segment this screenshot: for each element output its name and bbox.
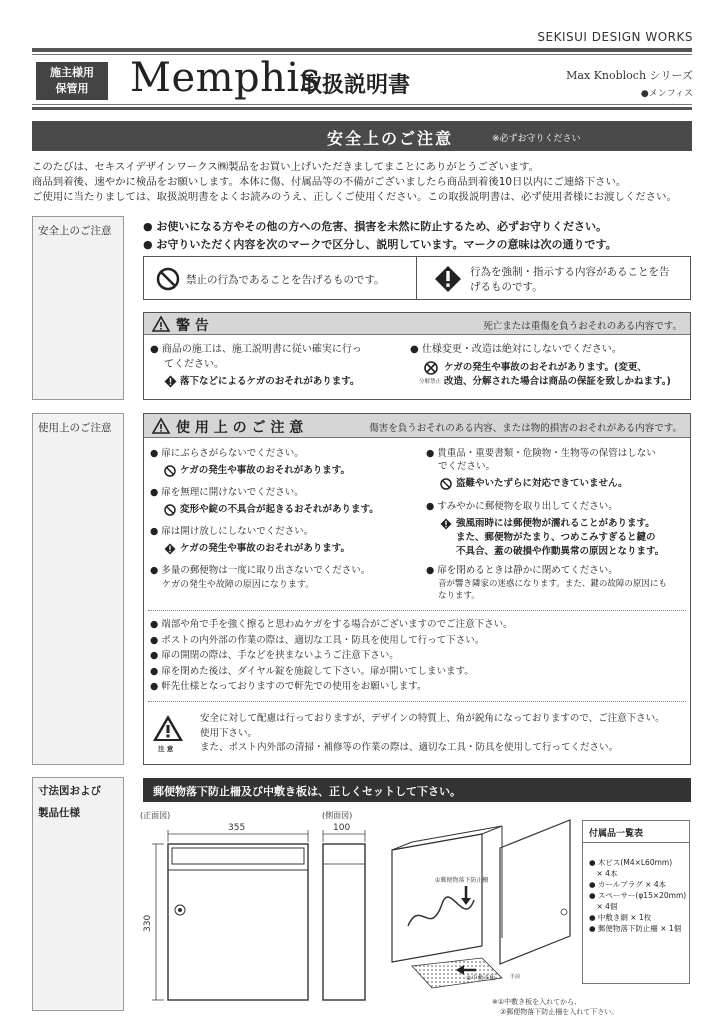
warning-right-2: ケガの発生や事故のおそれがあります。(変更、 xyxy=(444,362,647,373)
intro-line: ご使用に当たりましては、取扱説明書をよくお読みのうえ、正しくご使用ください。この取扱説明書は、必ず使用者様にお渡しください。 xyxy=(32,191,677,203)
side-view-body xyxy=(323,844,365,1000)
depth-value: 100 xyxy=(333,823,351,833)
mandatory-text-2: げるものです。 xyxy=(470,281,543,293)
spec-label-1: 寸法図および xyxy=(38,785,101,797)
caution-left-1a: ● 扉にぶらさがらないでください。 xyxy=(150,448,304,459)
mandatory-small-icon xyxy=(440,518,452,530)
prohibit-icon xyxy=(156,267,180,291)
caution-right-3c: なります。 xyxy=(438,591,480,601)
iso-floor-plate xyxy=(412,958,502,988)
product-kana: ●メンフィス xyxy=(640,89,693,99)
no-disassembly-label: 分解禁止 xyxy=(419,379,442,385)
spec-label-2: 製品仕様 xyxy=(38,807,80,819)
accessory-item: ● 中敷き網 × 1枚 xyxy=(589,913,652,922)
caution-notes xyxy=(150,617,513,695)
warning-desc: 死亡または重傷を負うおそれのある内容です。 xyxy=(483,321,682,332)
caution-right-2c: また、郵便物がたまり、つめこみすぎると鍵の xyxy=(456,532,656,543)
caution-right-1b: でください。 xyxy=(438,461,496,472)
caution-note: ● ポストの内外部の作業の際は、適切な工具・防具を使用して行って下さい。 xyxy=(150,634,485,646)
warning-left-3: 落下などによるケガのおそれがあります。 xyxy=(180,376,360,387)
attention-line: また、ポスト内外部の清掃・補修等の作業の際は、適切な工具・防具を使用して行ってください。 xyxy=(200,742,619,753)
caution-right-2d: 不具合、蓋の破損や作動異常の原因となります。 xyxy=(456,546,665,557)
accessory-item: ● スペーサー(φ15×20mm) xyxy=(589,891,687,900)
no-disassembly-icon xyxy=(424,361,438,375)
mandatory-small-icon xyxy=(164,375,177,388)
caution-left-2b: 変形や錠の不具合が起きるおそれがあります。 xyxy=(180,504,379,515)
caution-right-3a: ● 扉を閉めるときは静かに閉めてください。 xyxy=(426,565,618,576)
prohibit-text: 禁止の行為であることを告げるものです。 xyxy=(186,274,385,286)
caution-left-3b: ケガの発生や事故のおそれがあります。 xyxy=(180,543,351,554)
brand-name: SEKISUI DESIGN WORKS xyxy=(537,30,693,44)
warning-triangle-icon xyxy=(152,316,170,332)
mandatory-text-1: 行為を強制・指示する内容があることを告 xyxy=(470,266,670,278)
caution-left-2a: ● 扉を無理に開けないでください。 xyxy=(150,487,304,498)
accessories-table xyxy=(582,820,690,984)
safety-bar xyxy=(32,121,692,151)
arrow-down-head xyxy=(461,898,471,905)
header-bottom-rule-thick xyxy=(32,107,692,110)
attention-label: 注 意 xyxy=(158,745,174,753)
header-rule xyxy=(32,48,692,52)
caution-box xyxy=(143,413,691,765)
intro-line: 商品到着後、速やかに検品をお願いします。本体に傷、付属品等の不備がございましたら商品到着後10日以内にご連絡下さい。 xyxy=(32,176,627,188)
front-view-slot xyxy=(172,848,304,864)
warning-title: 警 告 xyxy=(176,318,209,334)
warning-right-3: 改造、分解された場合は商品の保証を致しかねます。) xyxy=(444,376,671,387)
accessory-item: × 4本 xyxy=(589,869,618,878)
prohibit-small-icon xyxy=(164,465,176,477)
iso-dial-icon xyxy=(561,909,567,915)
caution-note: ● 扉の開閉の際は、手などを挟まないようご注意下さい。 xyxy=(150,650,399,662)
owner-badge-line2: 保管用 xyxy=(55,82,89,95)
safety-line2: ● お守りいただく内容を次のマークで区分し、説明しています。マークの意味は次の通りです。 xyxy=(143,238,617,251)
caution-right-2b: 強風雨時には郵便物が濡れることがあります。 xyxy=(456,518,655,529)
callout-rail: ①郵便物落下防止柵 xyxy=(435,877,489,884)
accessories-list xyxy=(583,843,689,934)
caution-left-4a: ● 多量の郵便物は一度に取り出さないでください。 xyxy=(150,565,371,576)
caution-side-label: 使用上のご注意 xyxy=(32,413,124,765)
caution-right-1c: 盗難やいたずらに対応できていません。 xyxy=(456,478,628,489)
footnote-2: ②郵便物落下防止柵を入れて下さい。 xyxy=(500,1008,619,1016)
accessory-item: × 4個 xyxy=(589,902,618,911)
intro-text xyxy=(32,160,702,205)
header-bottom-rule xyxy=(32,104,692,105)
attention-icon xyxy=(152,714,184,742)
manual-title: 取扱説明書 xyxy=(300,73,411,98)
safety-bar-title: 安全上のご注意 xyxy=(327,129,454,148)
iso-body-top xyxy=(392,826,502,850)
caution-desc: 傷害を負うおそれのある内容、または物的損害のおそれがある内容です。 xyxy=(369,423,682,434)
caution-right-3b: 音が響き隣家の迷惑になります。また、鍵の故障の原因にも xyxy=(438,579,667,589)
caution-note: ● 端部や角で手を強く擦ると思わぬケガをする場合がございますのでご注意下さい。 xyxy=(150,619,513,630)
caution-note: ● 扉を閉めた後は、ダイヤル錠を施錠して下さい。扉が開いてしまいます。 xyxy=(150,665,474,677)
warning-left-1: ● 商品の施工は、施工説明書に従い確実に行っ xyxy=(150,344,362,355)
mandatory-small-icon xyxy=(164,543,176,555)
prohibit-small-icon xyxy=(164,504,176,516)
accessory-item: ● カールプラグ × 4本 xyxy=(589,880,667,889)
dial-lock-center xyxy=(178,908,182,912)
callout-plate: ②中敷き板 xyxy=(466,975,496,982)
iso-open-door xyxy=(500,820,570,964)
caution-right-1a: ● 貴重品・重要書類・危険物・生物等の保管はしない xyxy=(426,448,656,459)
caution-header xyxy=(144,414,690,438)
caution-left-3a: ● 扉は開け放しにしないでください。 xyxy=(150,526,314,537)
warning-right-1: ● 仕様変更・改造は絶対にしないでください。 xyxy=(410,344,622,355)
owner-badge-line1: 施主様用 xyxy=(50,66,94,79)
caution-triangle-icon xyxy=(152,418,170,434)
spec-side-label xyxy=(32,777,124,1011)
mandatory-icon xyxy=(434,265,462,293)
intro-line: このたびは、セキスイデザインワークス㈱製品をお買い上げいただきましてまことにありがとうございます。 xyxy=(32,161,540,173)
safety-bar-note: ※必ずお守りください xyxy=(492,134,581,144)
accessories-title: 付属品一覧表 xyxy=(583,821,689,843)
height-value: 330 xyxy=(143,914,153,932)
caution-title: 使 用 上 の ご 注 意 xyxy=(176,420,304,436)
caution-divider xyxy=(148,610,686,611)
owner-badge xyxy=(36,62,108,100)
marks-divider xyxy=(416,257,417,299)
series-name: Max Knobloch シリーズ xyxy=(566,69,693,82)
spec-bar: 郵便物落下防止柵及び中敷き板は、正しくセットして下さい。 xyxy=(143,778,691,802)
product-name: Memphis xyxy=(130,55,321,101)
footnote-1: ※①中敷き板を入れてから、 xyxy=(492,998,582,1006)
accessory-item: ● 郵便物落下防止柵 × 1個 xyxy=(589,924,682,933)
warning-left-2: てください。 xyxy=(164,359,224,370)
front-view-body xyxy=(168,844,308,1000)
attention-text xyxy=(200,712,665,756)
caution-left-4b: ケガの発生や故障の原因になります。 xyxy=(162,580,315,590)
warning-header xyxy=(144,313,690,335)
safety-side-label: 安全上のご注意 xyxy=(32,216,124,400)
caution-left-1b: ケガの発生や事故のおそれがあります。 xyxy=(180,465,351,476)
front-tag: 手前 xyxy=(510,974,521,980)
front-view-label: (正面図) xyxy=(140,811,171,820)
marks-box xyxy=(143,256,691,300)
caution-note: ● 軒先仕様となっておりますので軒先での使用をお願いします。 xyxy=(150,681,427,693)
width-value: 355 xyxy=(228,823,246,833)
mandatory-text xyxy=(470,265,670,295)
caution-right-2a: ● すみやかに郵便物を取り出してください。 xyxy=(426,501,618,512)
attention-line: 使用下さい。 xyxy=(200,727,258,739)
accessory-item: ● 木ビス(M4×L60mm) xyxy=(589,858,673,867)
attention-line: 安全に対して配慮は行っておりますが、デザインの特質上、角が鋭角になっておりますので、ご注意下さい。 xyxy=(200,713,665,724)
safety-line1: ● お使いになる方やその他の方への危害、損害を未然に防止するため、必ずお守りください。 xyxy=(143,220,607,233)
caution-divider-2 xyxy=(148,701,686,702)
side-view-label: (側面図) xyxy=(322,811,353,820)
prohibit-small-icon xyxy=(440,478,452,490)
warning-box xyxy=(143,312,691,400)
